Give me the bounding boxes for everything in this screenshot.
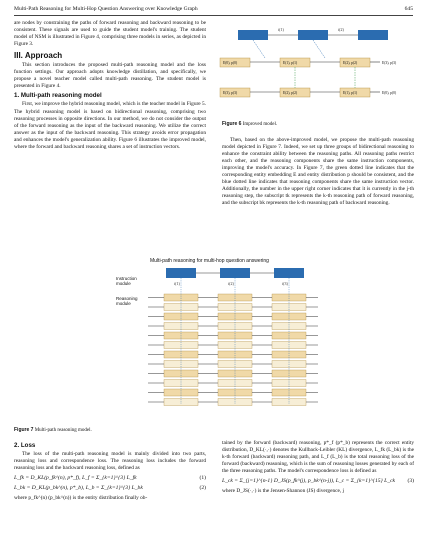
equation-3 (222, 478, 414, 485)
reasoning-cell (218, 351, 252, 358)
reasoning-cell (218, 294, 252, 301)
instruction-label: i(3) (282, 281, 288, 286)
left-column-bottom (14, 440, 206, 503)
paragraph: are nodes by constraining the paths of forward reasoning and backward reasoning to be consistent. These signals are used to guide the student model's training. The student model of NSM is illustrated in Figure 4, comprising three models in series, as depicted in Figure 3. (14, 20, 206, 48)
instruction-block (220, 268, 250, 278)
running-header (14, 6, 413, 16)
reasoning-cell (218, 323, 252, 330)
subsection-title: 2. Loss (14, 442, 36, 449)
instruction-label: i(1) (174, 281, 180, 286)
instruction-block (298, 30, 328, 40)
paragraph: Then, based on the above-improved model, we propose the multi-path reasoning model depicted in Figure 7. Indeed, we set up three groups of bidirectional reasoning to enhance the constraint ability between the reasoning paths. All reasoning paths restrict each other, and the reasoning components share the same instruction components, improving the model's accuracy. In Figure 7, the green dotted line indicates that the corresponding entity embedding E and entity distribution p should be consistent, and the blue dotted line indicates that reasoning components share the same instruction vector. Additionally, the number in the upper right corner indicates that it is currently in the j-th reasoning step, the subscript tk represents the k-th reasoning path of forward reasoning, and the subscript bk represents the k-th reasoning path of backward reasoning. (222, 137, 414, 207)
svg-text:E(0), p(0): E(0), p(0) (382, 91, 397, 95)
svg-text:i(1): i(1) (278, 27, 284, 32)
caption-label: Figure 6 (222, 121, 242, 127)
subsection-title: 1. Multi-path reasoning model (14, 92, 102, 100)
figure-6-diagram (216, 22, 412, 116)
equation: L_ck = Σ_{j=1}^{n-1} D_JS(p_fk^(j), p_bk^(n-j)), L_c = Σ_{k=1}^{15} L_ck (222, 478, 396, 485)
page-number: 645 (404, 6, 413, 12)
instruction-block (238, 30, 268, 40)
paragraph: This section introduces the proposed multi-path reasoning model and the loss function settings. Our approach adopts knowledge distillation, and specifically, we propose a novel teacher model called multi-path reasoning. The student model is presented in Figure 4. (14, 62, 206, 90)
figure-7-title: Multi-path reasoning for multi-hop question answering (150, 258, 269, 264)
equation-2 (14, 485, 206, 492)
reasoning-cell (272, 351, 306, 358)
svg-text:E(3), p(3): E(3), p(3) (223, 91, 238, 95)
instruction-module-label: Instruction module (116, 276, 137, 286)
left-column-top (14, 20, 206, 152)
figure-6-caption (222, 121, 277, 127)
caption-label: Figure 7 (14, 427, 34, 433)
equation-1 (14, 475, 206, 482)
svg-text:E(1), p(1): E(1), p(1) (343, 91, 358, 95)
header-title: Multi-Path Reasoning for Multi-Hop Question Answering over Knowledge Graph (14, 6, 198, 12)
reasoning-cell (272, 323, 306, 330)
svg-text:E(3), p(3): E(3), p(3) (382, 61, 397, 65)
figure-7-caption (14, 427, 92, 433)
paragraph: where p_fk^(n) (p_bk^(n)) is the entity distribution finally ob- (14, 495, 148, 502)
reasoning-cell (218, 380, 252, 387)
paragraph: tained by the forward (backward) reasoning, p*_f (p*_b) represents the correct entity distribution, D_KL(·,·) denotes the Kullback-Leibler (KL) divergence, L_fk (L_bk) is the k-th forward (backward) reasoning path, and L_f (L_b) is the total reasoning loss of the forward (backward) reasoning, which is the sum of reasoning losses generated by each of the three reasoning paths. The model's correspondence loss is defined as (222, 440, 414, 475)
reasoning-module-label: Reasoning module (116, 296, 138, 306)
reasoning-cell (164, 294, 198, 301)
reasoning-cell (164, 351, 198, 358)
equation-number: (1) (199, 475, 206, 482)
caption-text: Multi-path reasoning model. (34, 428, 92, 433)
instruction-block (166, 268, 196, 278)
instruction-block (274, 268, 304, 278)
right-column-top (222, 137, 414, 208)
svg-text:E(2), p(2): E(2), p(2) (283, 91, 298, 95)
instruction-block (358, 30, 388, 40)
svg-text:i(2): i(2) (338, 27, 344, 32)
reasoning-cell (272, 294, 306, 301)
instruction-label: i(2) (228, 281, 234, 286)
svg-text:E(0), p(0): E(0), p(0) (223, 61, 238, 65)
paragraph: The loss of the multi-path reasoning model is mainly divided into two parts, reasoning loss and correspondence loss. The reasoning loss includes the forward reasoning loss and the backward reasoning loss, defined as (14, 451, 206, 472)
caption-text: Improved model. (242, 122, 278, 127)
equation-number: (3) (407, 478, 414, 485)
section-title: III. Approach (14, 51, 63, 61)
reasoning-cell (272, 380, 306, 387)
reasoning-cell (164, 323, 198, 330)
svg-text:E(1), p(1): E(1), p(1) (283, 61, 298, 65)
equation: L_bk = D_KL(p_bk^(n), p*_b), L_b = Σ_{k=1}^{3} L_bk (14, 485, 143, 492)
paragraph: First, we improve the hybrid reasoning model, which is the teacher model in Figure 5. The hybrid reasoning model is based on bidirectional reasoning, comprising two reasoning processes in opposite directions. In our method, we do not consider the output of the forward reasoning as the input of the backward reasoning. We utilize the correct answer as the input of the backward reasoning. This strategy avoids error propagation and enhances the model's generalization ability. Figure 6 illustrates the improved model, where the forward and backward reasoning shares a set of instruction vectors. (14, 101, 206, 150)
equation-number: (2) (199, 485, 206, 492)
right-column-bottom (222, 440, 414, 496)
figure-7-diagram (146, 266, 320, 406)
equation: L_fk = D_KL(p_fk^(n), p*_f), L_f = Σ_{k=1}^{3} L_fk (14, 475, 137, 482)
svg-text:E(2), p(2): E(2), p(2) (343, 61, 358, 65)
reasoning-cell (164, 380, 198, 387)
paragraph: where D_JS(·,·) is the Jensen-Shannon (JS) divergence, j (222, 488, 345, 495)
